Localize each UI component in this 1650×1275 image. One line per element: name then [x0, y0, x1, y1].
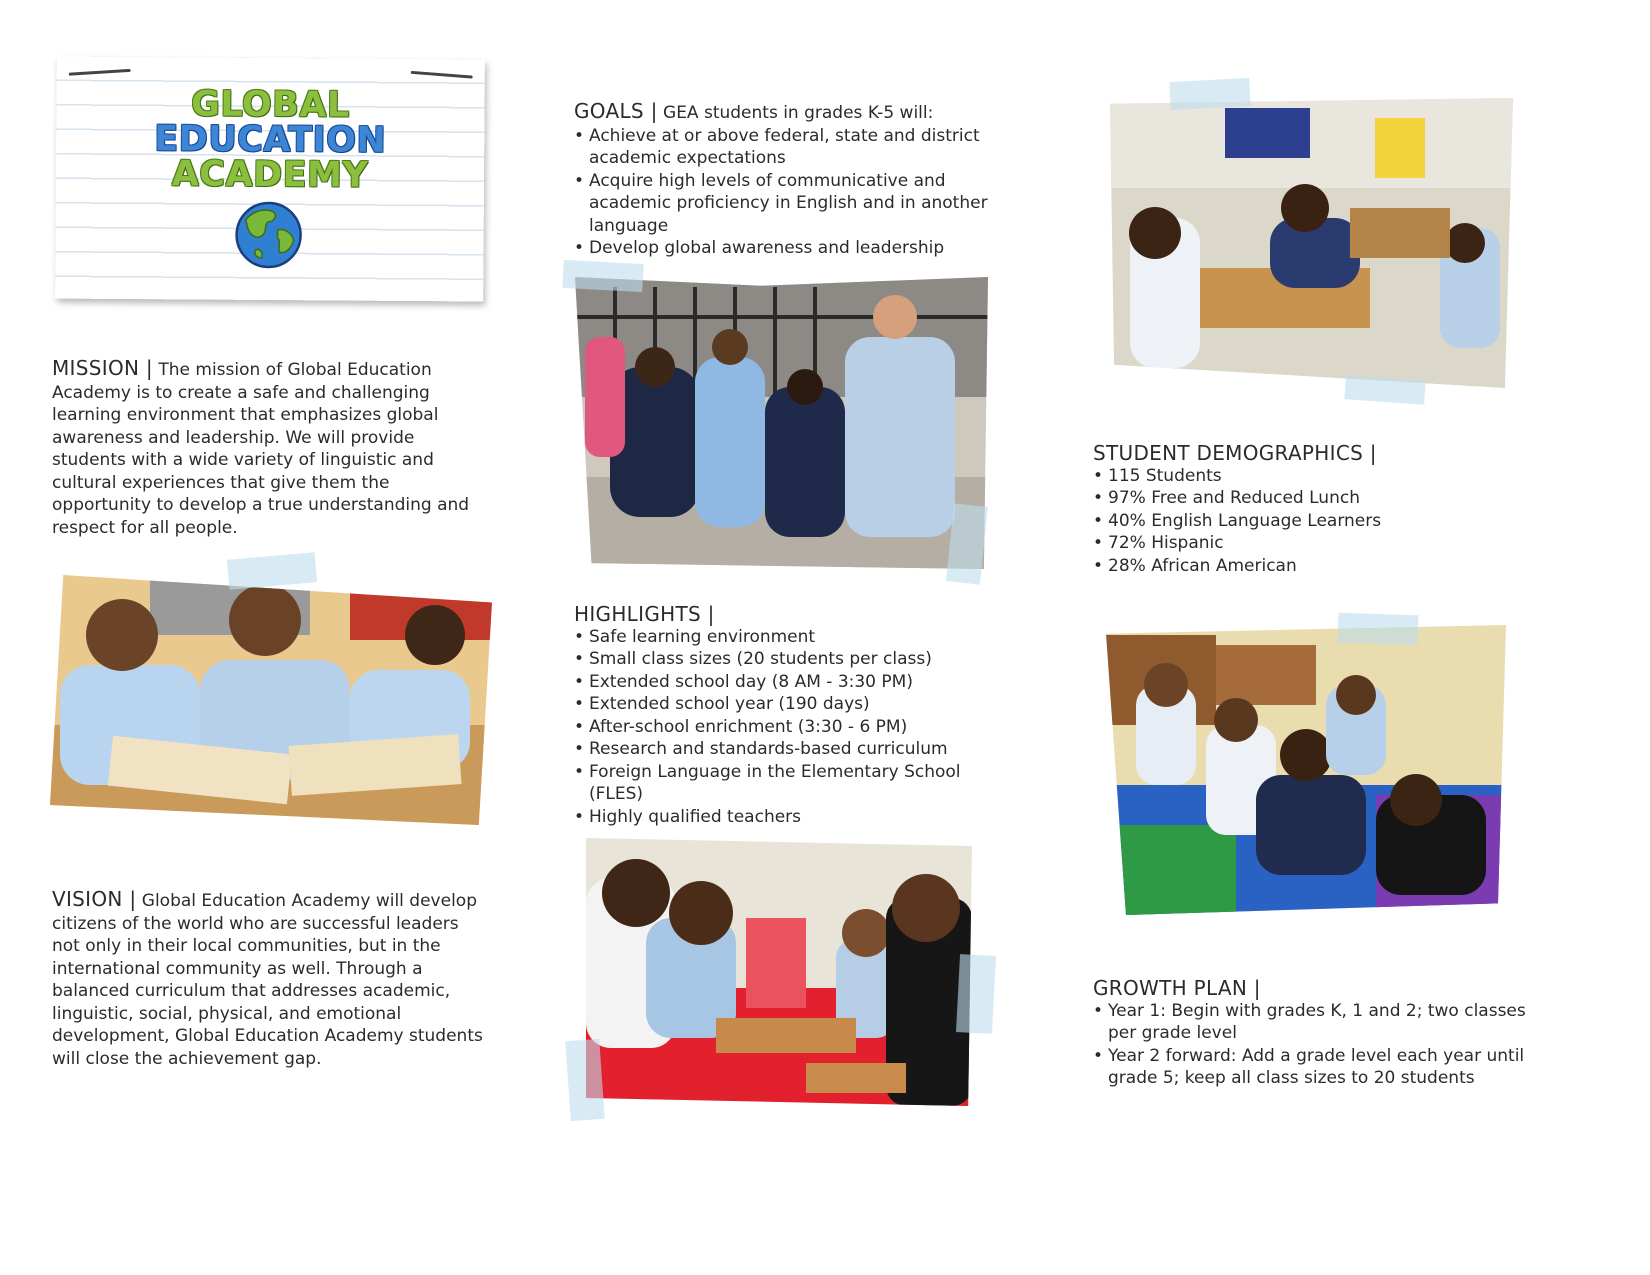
photo-tape: [562, 260, 643, 292]
paper-clip-left: [69, 69, 131, 76]
paper-clip-right: [411, 71, 473, 79]
mission-heading: MISSION |: [52, 356, 153, 380]
vision-text: Global Education Academy will develop citizens of the world who are successful leaders not only in their local communities, but in the international community as well. Through a balanced curriculum that addresses academic, linguistic, social, physical, and emotional development, Global Education Academy students will close the achievement gap.: [52, 891, 483, 1069]
list-item: • Small class sizes (20 students per class): [574, 648, 1014, 671]
list-item: • Research and standards-based curriculum: [574, 738, 1014, 761]
photo-tape: [1338, 613, 1419, 646]
logo-line-education: EDUCATION: [154, 119, 387, 161]
goals-lead: GEA students in grades K-5 will:: [663, 103, 934, 123]
list-item: • Year 1: Begin with grades K, 1 and 2; two classes per grade level: [1093, 1000, 1533, 1045]
growth-section: [1093, 977, 1533, 1090]
list-item: • 115 Students: [1093, 465, 1533, 488]
list-item: • Year 2 forward: Add a grade level each year until grade 5; keep all class sizes to 20 students: [1093, 1045, 1533, 1090]
highlights-heading: HIGHLIGHTS |: [574, 602, 715, 626]
photo-tape: [565, 1039, 604, 1121]
list-item: • 97% Free and Reduced Lunch: [1093, 487, 1533, 510]
logo-line-academy: ACADEMY: [171, 154, 369, 196]
globe-icon: [233, 200, 303, 270]
list-item: • Acquire high levels of communicative and academic proficiency in English and in another language: [574, 170, 1014, 238]
list-item: • Extended school day (8 AM - 3:30 PM): [574, 671, 1014, 694]
highlights-section: [574, 603, 1014, 828]
mission-section: [52, 357, 484, 539]
logo-line-global: GLOBAL: [191, 84, 350, 126]
list-item: • 40% English Language Learners: [1093, 510, 1533, 533]
photo-tape: [956, 954, 996, 1034]
photo-reading-on-rug: [1106, 625, 1506, 915]
photo-tape: [1344, 375, 1425, 405]
list-item: • Highly qualified teachers: [574, 806, 1014, 829]
list-item: • Develop global awareness and leadership: [574, 237, 1014, 260]
photo-gingerbread-table: [586, 838, 972, 1106]
list-item: • 72% Hispanic: [1093, 532, 1533, 555]
list-item: • After-school enrichment (3:30 - 6 PM): [574, 716, 1014, 739]
mission-text: The mission of Global Education Academy is to create a safe and challenging learning environment that emphasizes global awareness and leadership. We will provide students with a wide variety of linguistic and cultural experiences that give them the opportunity to develop a true understanding and respect for all people.: [52, 360, 470, 538]
vision-heading: VISION |: [52, 887, 137, 911]
list-item: • 28% African American: [1093, 555, 1533, 578]
goals-section: [574, 100, 1014, 260]
photo-students-circle: [575, 277, 988, 569]
list-item: • Foreign Language in the Elementary School (FLES): [574, 761, 1014, 806]
photo-boys-reading: [50, 575, 492, 825]
photo-tape: [1169, 78, 1250, 110]
logo-card: [55, 57, 485, 302]
growth-heading: GROWTH PLAN |: [1093, 976, 1261, 1000]
photo-classroom-desks: [1110, 98, 1513, 388]
list-item: • Safe learning environment: [574, 626, 1014, 649]
demographics-heading: STUDENT DEMOGRAPHICS |: [1093, 441, 1377, 465]
list-item: • Achieve at or above federal, state and district academic expectations: [574, 125, 1014, 170]
list-item: • Extended school year (190 days): [574, 693, 1014, 716]
demographics-section: [1093, 442, 1533, 577]
photo-tape: [227, 552, 317, 590]
goals-heading: GOALS |: [574, 99, 658, 123]
vision-section: [52, 888, 484, 1070]
photo-tape: [946, 503, 988, 584]
